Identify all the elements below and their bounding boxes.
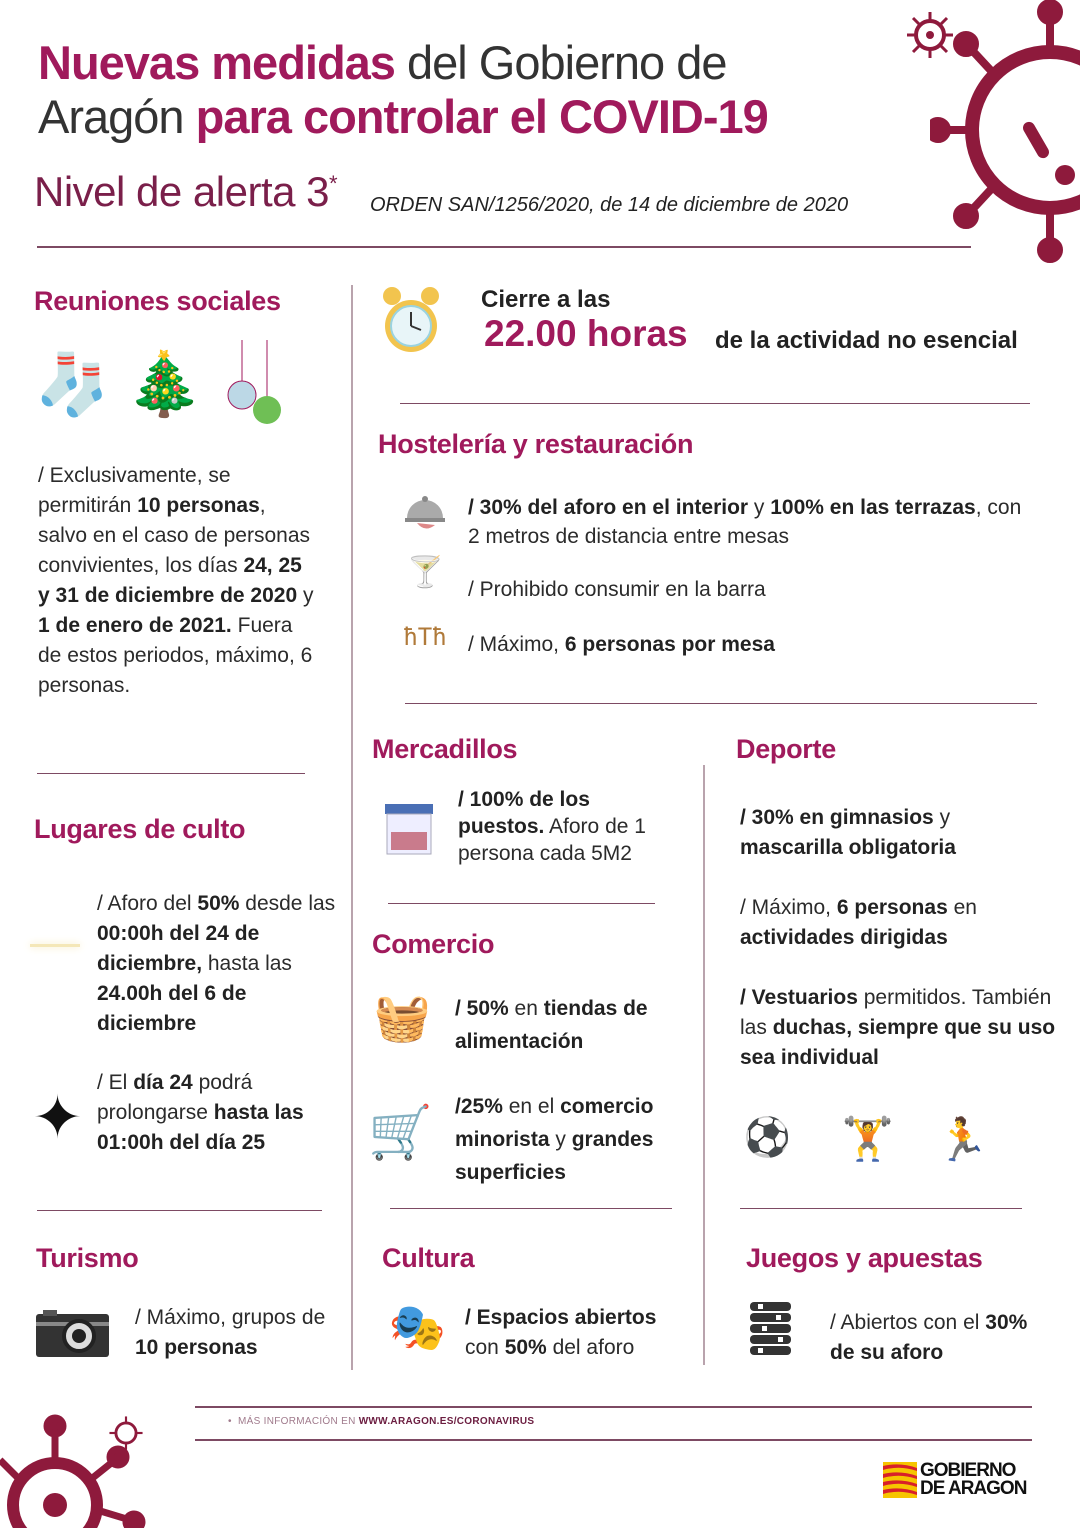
header-divider [37,246,971,248]
market-stall-icon [383,802,435,857]
reuniones-heading: Reuniones sociales [34,286,281,316]
christmas-tree-icon: 🎄 [125,349,204,419]
camera-icon [35,1308,110,1358]
text-segment: / Vestuarios [740,986,858,1009]
text-segment: / Máximo, [468,633,565,656]
cultura-text [465,1303,695,1363]
deporte-item-3 [740,983,1060,1073]
text-segment: Nuevas medidas [38,36,395,89]
comercio-item-2 [455,1090,700,1189]
text-segment: actividades dirigidas [740,926,948,949]
text-segment: mascarilla obligatoria [740,836,956,859]
culto-heading: Lugares de culto [34,814,246,844]
juegos-heading: Juegos y apuestas [746,1243,983,1273]
text-segment: / Exclusivamente, se permitirán [38,464,231,517]
text-segment: 6 personas [836,896,948,919]
text-segment: podrá prolongarse [97,1071,253,1124]
table-chairs-icon: ħTħ [403,623,447,651]
text-segment: 00:00h del 24 de diciembre, [97,922,260,975]
column-divider [351,285,353,1370]
mercadillos-text [458,786,678,867]
culto-item-2 [97,1068,337,1158]
text-segment: para controlar el COVID-19 [195,90,768,143]
text-segment: / Máximo, grupos de [135,1306,326,1329]
text-segment: del Gobierno de [394,36,727,89]
text-segment: 10 personas [135,1336,258,1359]
text-segment: y [549,1128,572,1151]
glow-icon [25,925,85,965]
text-segment: y [748,496,771,519]
text-segment: / 50% [455,997,509,1020]
text-segment: en el [502,1095,561,1118]
text-segment: en [947,896,977,919]
text-segment: 6 personas por mesa [564,633,775,656]
text-segment: y [297,584,314,607]
aragon-flag-icon [883,1462,917,1498]
divider [37,1210,322,1211]
turismo-heading: Turismo [36,1243,139,1273]
turismo-text [135,1303,335,1363]
text-segment: / Espacios abiertos [465,1306,657,1329]
ornaments-icon [222,340,287,428]
cierre-line-2: de la actividad no esencial [715,327,1018,354]
text-segment: 1 de enero de 2021. [38,614,232,637]
text-segment: hasta las 01:00h del día 25 [97,1101,304,1154]
text-segment: , con 2 metros de distancia entre mesas [468,496,1022,548]
text-segment: / 30% en gimnasios [740,806,934,829]
divider [740,1208,1022,1209]
comercio-item-1 [455,992,695,1058]
order-reference: ORDEN SAN/1256/2020, de 14 de diciembre de 2020 [370,194,849,216]
text-segment: comercio minorista [455,1095,654,1151]
text-segment: / Aforo del [97,892,198,915]
comercio-heading: Comercio [372,929,495,959]
text-segment: / Abiertos con el [830,1311,986,1334]
cultura-heading: Cultura [382,1243,475,1273]
text-segment: , salvo en el caso de personas convivientes, los días [38,494,311,577]
divider [400,403,1030,404]
divider [390,1208,672,1209]
poker-chips-icon [748,1300,793,1358]
hosteleria-item-1 [468,493,1038,551]
shopping-cart-icon: 🛒 [368,1104,433,1162]
gobierno-aragon-logo [883,1462,1026,1498]
weightlifter-icon: 🏋 [841,1115,895,1162]
grocery-basket-icon: 🧺 [373,991,432,1043]
text-segment: y [933,806,951,829]
divider [388,903,655,904]
text-segment: Fuera de estos periodos, máximo, 6 personas. [38,614,313,697]
deporte-item-1 [740,803,1040,863]
text-segment: grandes superficies [455,1128,654,1184]
star-icon: ✦ [32,1083,83,1151]
hosteleria-item-2 [468,575,968,605]
theater-masks-icon: 🎭 [388,1301,447,1353]
alarm-clock-icon [380,284,442,359]
text-segment: del aforo [546,1336,635,1359]
alert-asterisk: * [329,171,338,196]
text-segment: desde las [239,892,336,915]
soccer-ball-icon: ⚽ [743,1116,792,1159]
text-segment: / Prohibido consumir en la barra [468,578,766,601]
more-info-link[interactable]: WWW.ARAGON.ES/CORONAVIRUS [358,1416,535,1427]
text-segment: / Máximo, [740,896,837,919]
title-line-1 [38,36,768,90]
hosteleria-item-3 [468,630,968,660]
culto-item-1 [97,889,342,1039]
text-segment: duchas, siempre que su uso sea individual [740,1016,1056,1069]
text-segment: tiendas de alimentación [455,997,648,1053]
mercadillos-heading: Mercadillos [372,734,518,764]
hosteleria-heading: Hostelería y restauración [378,429,694,459]
cocktail-icon: 🍸 [406,556,445,589]
text-segment: 30% de su aforo [830,1311,1028,1364]
text-segment: hasta las [202,952,292,975]
text-segment: 24.00h del 6 de diciembre [97,982,247,1035]
cloche-icon [403,490,448,535]
divider [37,773,305,774]
cierre-time: 22.00 horas [484,313,688,354]
small-virus-icon-bottom [108,1415,144,1451]
text-segment: Aforo de 1 persona cada 5M2 [458,815,646,865]
stocking-icon: 🧦 [35,350,110,418]
divider [405,703,1037,704]
more-info [228,1416,534,1427]
title [38,36,768,144]
text-segment: / El [97,1071,134,1094]
footer-divider-bottom [195,1439,1032,1441]
text-segment: con [465,1336,505,1359]
title-line-2 [38,90,768,144]
cierre-line-1: Cierre a las [481,286,611,313]
text-segment: día 24 [133,1071,193,1094]
alert-level [34,168,337,216]
deporte-heading: Deporte [736,734,836,764]
text-segment: Aragón [38,90,196,143]
text-segment: / 100% de los puestos. [458,788,590,838]
text-segment: 10 personas [137,494,260,517]
logo-line-1: GOBIERNO [920,1460,1016,1481]
bullet: • [228,1416,238,1427]
text-segment: / 30% del aforo en el interior [468,496,749,519]
footer-divider-top [195,1406,1032,1408]
runner-icon: 🏃 [936,1115,989,1163]
juegos-text [830,1308,1030,1368]
column-divider [703,765,705,1365]
text-segment: permitidos. También las [740,986,1052,1039]
text-segment: 50% [197,892,240,915]
logo-line-2: DE ARAGON [920,1478,1027,1499]
small-virus-icon [905,10,955,60]
reuniones-text [38,461,318,701]
text-segment: en [508,997,544,1020]
text-segment: /25% [455,1095,503,1118]
more-info-prefix: MÁS INFORMACIÓN EN [237,1416,359,1427]
deporte-item-2 [740,893,1040,953]
text-segment: 24, 25 y 31 de diciembre de 2020 [38,554,302,607]
alert-level-text: Nivel de alerta 3 [34,168,329,215]
text-segment: 100% en las terrazas [770,496,976,519]
text-segment: 50% [504,1336,547,1359]
